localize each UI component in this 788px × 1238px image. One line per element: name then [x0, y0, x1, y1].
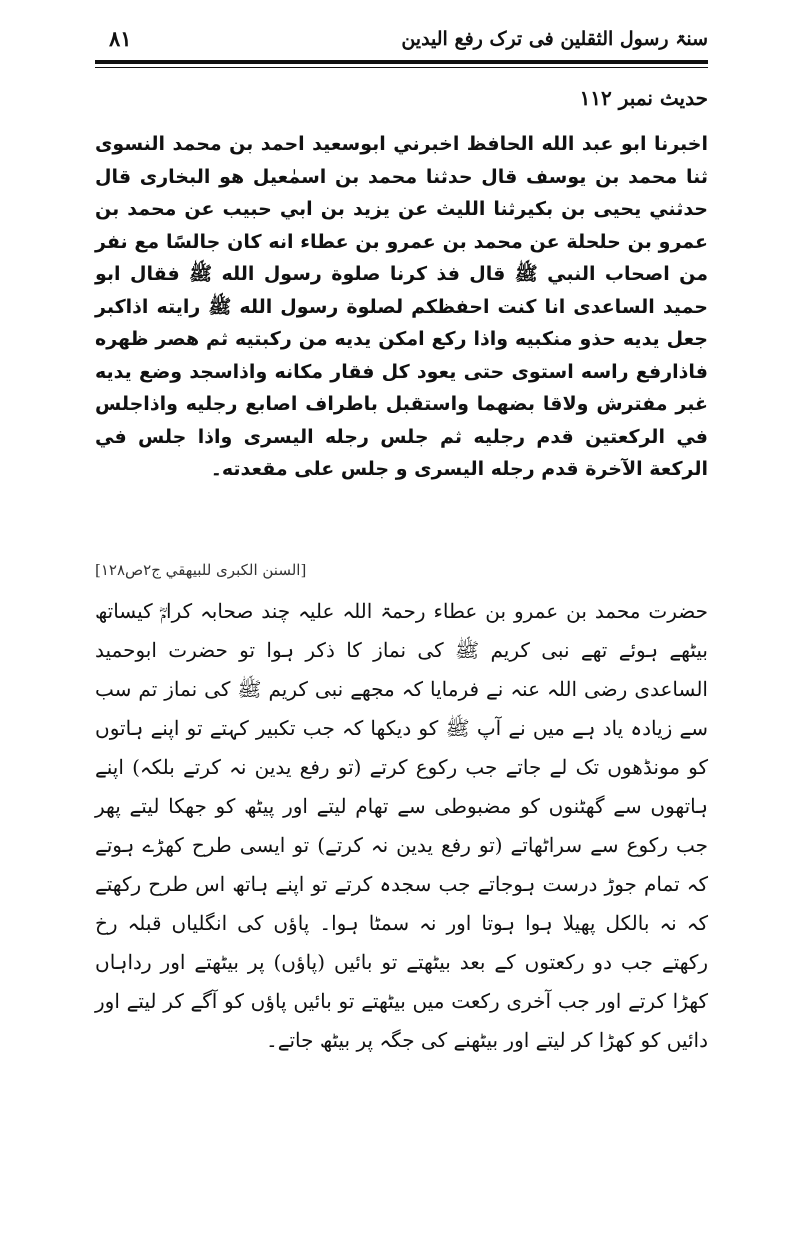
hadith-heading: حدیث نمبر ۱۱۲: [579, 86, 708, 110]
urdu-translation: [95, 592, 708, 1060]
arabic-paragraph: اخبرنا ابو عبد الله الحافظ اخبرني ابوسعيد احمد بن محمد النسوى ثنا محمد بن يوسف قال حدثنا محمد بن اسمٰعيل هو البخارى قال حدثني يحيى بن بكيرثنا الليث عن يزيد بن ابي حبيب عن محمد بن عمرو بن حلحلة عن محمد بن عمرو بن عطاء انه كان جالسًا مع نفر من اصحاب النبي ﷺ قال فذ كرنا صلوة رسول الله ﷺ فقال ابو حميد الساعدى انا كنت احفظكم لصلوة رسول الله ﷺ رايته اذاكبر جعل يديه حذو منكبيه واذا ركع امكن يديه من ركبتيه ثم هصر ظهره فاذارفع راسه استوى حتى يعود كل فقار مكانه واذاسجد وضع يديه غبر مفترش ولاقا بضهما واستقبل باطراف اصابع رجليه واذاجلس في الركعتين قدم رجليه ثم جلس رجله اليسرى واذا جلس في الركعة الآخرة قدم رجله اليسرى و جلس على مقعدته۔: [95, 133, 708, 480]
header-rule-thin: [95, 67, 708, 68]
header-rule-thick: [95, 60, 708, 64]
citation-text: [السنن الکبری للبیهقي ج۲ص۱۲۸]: [95, 561, 307, 579]
urdu-paragraph: حضرت محمد بن عمرو بن عطاء رحمۃ اللہ علیہ چند صحابہ کرامؓ کیساتھ بیٹھے ہوئے تھے نبی کریم ﷺ کی نماز کا ذکر ہوا تو حضرت ابوحمید الساعدی رضی اللہ عنہ نے فرمایا کہ مجھے نبی کریم ﷺ کی نماز تم سب سے زیادہ یاد ہے میں نے آپ ﷺ کو دیکھا کہ جب تکبیر کہتے تو اپنے ہاتوں کو مونڈھوں تک لے جاتے جب رکوع کرتے (تو رفع یدین نہ کرتے بلکہ) اپنے ہاتھوں سے گھٹنوں کو مضبوطی سے تھام لیتے اور پیٹھ کو جھکا لیتے پھر جب رکوع سے سراٹھاتے (تو رفع یدین نہ کرتے) تو ایسی طرح کھڑے ہوتے کہ تمام جوڑ درست ہوجاتے جب سجدہ کرتے تو اپنے ہاتھ اس طرح رکھتے کہ نہ بالکل پھیلا ہوا ہوتا اور نہ سمٹا ہوا۔ پاؤں کی انگلیاں قبلہ رخ رکھتے جب دو رکعتوں کے بعد بیٹھتے تو بائیں (پاؤں) پر بیٹھتے اور رداہاں کھڑا کرتے اور جب آخری رکعت میں بیٹھتے تو بائیں پاؤں کو آگے کر لیتے اور دائیں کو کھڑا کر لیتے اور بیٹھنے کی جگہ پر بیٹھ جاتے۔: [95, 599, 709, 1052]
page-header: [95, 24, 708, 54]
running-title: سنۃ رسول الثقلین فی ترک رفع الیدین: [401, 28, 708, 50]
page-number: ۸۱: [109, 26, 132, 51]
arabic-hadith-text: [95, 128, 708, 486]
hadith-citation: [95, 561, 708, 579]
